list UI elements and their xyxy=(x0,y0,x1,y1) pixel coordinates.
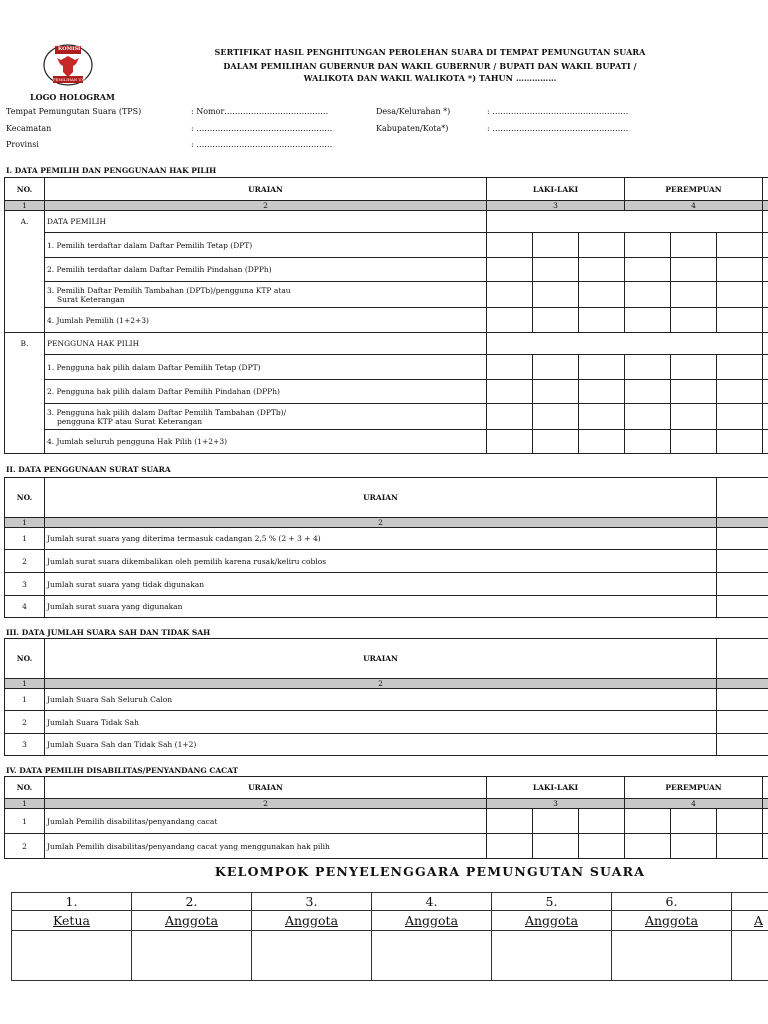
entry-cell[interactable] xyxy=(671,308,717,333)
row-no: 1 xyxy=(5,528,45,550)
row-label xyxy=(45,404,487,430)
entry-cell[interactable] xyxy=(671,282,717,308)
signature-cell[interactable] xyxy=(732,931,768,981)
col-uraian-header: URAIAN xyxy=(45,639,717,679)
entry-cell[interactable] xyxy=(625,355,671,380)
row-label: 2. Pengguna hak pilih dalam Daftar Pemilih Pindahan (DPPh) xyxy=(45,380,487,404)
entry-cell[interactable] xyxy=(717,734,768,756)
entry-cell[interactable] xyxy=(763,258,768,282)
index-cell: 3 xyxy=(487,201,625,211)
entry-cell[interactable] xyxy=(717,689,768,711)
logo-top-text: KOMISI xyxy=(58,46,81,52)
entry-cell[interactable] xyxy=(579,355,625,380)
entry-cell[interactable] xyxy=(717,308,763,333)
entry-cell[interactable] xyxy=(763,834,768,859)
kecamatan-label: Kecamatan xyxy=(6,124,52,133)
row-no: 2 xyxy=(5,550,45,573)
tps-label: Tempat Pemungutan Suara (TPS) xyxy=(6,107,142,116)
entry-cell[interactable] xyxy=(763,233,768,258)
col-no-header: NO. xyxy=(5,178,45,201)
row-label-line1: 3. Pemilih Daftar Pemilih Tambahan (DPTb)/pengguna KTP atau xyxy=(47,285,291,295)
row-label: Jumlah surat suara yang digunakan xyxy=(45,596,717,618)
entry-cell[interactable] xyxy=(763,282,768,308)
section3-title: III. DATA JUMLAH SUARA SAH DAN TIDAK SAH xyxy=(6,628,211,637)
table-row xyxy=(5,689,768,711)
member-number: 6. xyxy=(612,893,732,911)
logo-hologram-label: LOGO HOLOGRAM xyxy=(30,92,115,102)
col-perempuan-header: PEREMPUAN xyxy=(625,777,763,799)
row-label: Jumlah surat suara yang diterima termasuk cadangan 2,5 % (2 + 3 + 4) xyxy=(45,528,717,550)
index-cell: 2 xyxy=(45,201,487,211)
document-title-line3: WALIKOTA DAN WAKIL WALIKOTA *) TAHUN …………… xyxy=(303,73,557,83)
member-role: Anggota xyxy=(612,911,732,931)
entry-cell[interactable] xyxy=(533,430,579,454)
provinsi-field[interactable]: : …………………………………………… xyxy=(191,140,333,149)
table-row xyxy=(5,809,768,834)
entry-cell[interactable] xyxy=(579,282,625,308)
section3-table xyxy=(4,638,768,756)
index-cell: 4 xyxy=(625,201,763,211)
entry-cell[interactable] xyxy=(579,380,625,404)
entry-cell[interactable] xyxy=(671,258,717,282)
row-label: 1. Pemilih terdaftar dalam Daftar Pemilih Tetap (DPT) xyxy=(45,233,487,258)
table-row xyxy=(5,380,768,404)
logo-bottom-text: PEMILIHAN UMUM xyxy=(53,77,93,82)
entry-cell[interactable] xyxy=(671,834,717,859)
col-no-header: NO. xyxy=(5,639,45,679)
entry-cell[interactable] xyxy=(717,258,763,282)
entry-cell[interactable] xyxy=(671,809,717,834)
table-row xyxy=(5,308,768,333)
row-no: 1 xyxy=(5,809,45,834)
entry-cell[interactable] xyxy=(717,282,763,308)
index-cell: 1 xyxy=(5,679,45,689)
entry-cell[interactable] xyxy=(487,380,533,404)
index-cell: 2 xyxy=(45,799,487,809)
table-row xyxy=(5,233,768,258)
member-role: Anggota xyxy=(492,911,612,931)
entry-cell[interactable] xyxy=(625,258,671,282)
entry-cell[interactable] xyxy=(625,233,671,258)
table-row xyxy=(5,734,768,756)
entry-cell[interactable] xyxy=(763,404,768,430)
signature-cell[interactable] xyxy=(132,931,252,981)
table-row xyxy=(5,430,768,454)
row-no: 2 xyxy=(5,834,45,859)
section4-table xyxy=(4,776,768,859)
member-role: Anggota xyxy=(132,911,252,931)
entry-cell[interactable] xyxy=(717,809,763,834)
index-cell: 1 xyxy=(5,799,45,809)
entry-cell[interactable] xyxy=(625,380,671,404)
entry-cell[interactable] xyxy=(579,809,625,834)
row-no: 3 xyxy=(5,573,45,596)
table-row xyxy=(5,355,768,380)
section1-title: I. DATA PEMILIH DAN PENGGUNAAN HAK PILIH xyxy=(6,166,217,175)
kabupaten-field[interactable]: : …………………………………………… xyxy=(487,124,629,133)
tps-field[interactable]: : Nomor………………………………… xyxy=(191,107,329,116)
row-label: 4. Jumlah seluruh pengguna Hak Pilih (1+2+3) xyxy=(45,430,487,454)
col-perempuan-header: PEREMPUAN xyxy=(625,178,763,201)
entry-cell[interactable] xyxy=(625,308,671,333)
table-row xyxy=(5,528,768,550)
entry-cell[interactable] xyxy=(625,282,671,308)
row-label: Jumlah surat suara dikembalikan oleh pemilih karena rusak/keliru coblos xyxy=(45,550,717,573)
col-uraian-header: URAIAN xyxy=(45,777,487,799)
kelompok-table xyxy=(11,892,768,981)
col-laki-header: LAKI-LAKI xyxy=(487,178,625,201)
col-no-header: NO. xyxy=(5,478,45,518)
table-row xyxy=(5,550,768,573)
entry-cell[interactable] xyxy=(717,355,763,380)
section2-table xyxy=(4,477,768,618)
member-number: 2. xyxy=(132,893,252,911)
entry-cell[interactable] xyxy=(717,573,768,596)
entry-cell[interactable] xyxy=(487,258,533,282)
entry-cell[interactable] xyxy=(487,404,533,430)
entry-cell[interactable] xyxy=(487,233,533,258)
table-row xyxy=(5,404,768,430)
row-no: 2 xyxy=(5,711,45,734)
entry-cell[interactable] xyxy=(487,355,533,380)
section4-title: IV. DATA PEMILIH DISABILITAS/PENYANDANG CACAT xyxy=(6,766,239,775)
entry-cell[interactable] xyxy=(533,258,579,282)
col-laki-header: LAKI-LAKI xyxy=(487,777,625,799)
member-number: 5. xyxy=(492,893,612,911)
entry-cell[interactable] xyxy=(533,380,579,404)
entry-cell[interactable] xyxy=(487,809,533,834)
entry-cell[interactable] xyxy=(579,834,625,859)
entry-cell[interactable] xyxy=(717,380,763,404)
table-row xyxy=(5,258,768,282)
index-cell: 1 xyxy=(5,518,45,528)
row-label: Jumlah surat suara yang tidak digunakan xyxy=(45,573,717,596)
signature-cell[interactable] xyxy=(492,931,612,981)
signature-cell[interactable] xyxy=(612,931,732,981)
index-cell: 3 xyxy=(487,799,625,809)
col-no-header: NO. xyxy=(5,777,45,799)
row-label-line1: 3. Pengguna hak pilih dalam Daftar Pemilih Tambahan (DPTb)/ xyxy=(47,407,287,417)
index-cell: 1 xyxy=(5,201,45,211)
entry-cell[interactable] xyxy=(625,430,671,454)
entry-cell[interactable] xyxy=(763,308,768,333)
section2-title: II. DATA PENGGUNAAN SURAT SUARA xyxy=(6,465,171,474)
group-a-label: DATA PEMILIH xyxy=(45,211,487,233)
kpu-logo xyxy=(43,44,93,86)
signature-cell[interactable] xyxy=(252,931,372,981)
entry-cell[interactable] xyxy=(533,308,579,333)
entry-cell[interactable] xyxy=(533,809,579,834)
row-label: Jumlah Suara Sah Seluruh Calon xyxy=(45,689,717,711)
row-label: 4. Jumlah Pemilih (1+2+3) xyxy=(45,308,487,333)
entry-cell[interactable] xyxy=(671,404,717,430)
row-no: 1 xyxy=(5,689,45,711)
entry-cell[interactable] xyxy=(717,711,768,734)
index-cell: 2 xyxy=(45,518,717,528)
kecamatan-field[interactable]: : …………………………………………… xyxy=(191,124,333,133)
member-role: Anggota xyxy=(372,911,492,931)
group-b-label: PENGGUNA HAK PILIH xyxy=(45,333,487,355)
member-role: A xyxy=(732,911,768,931)
index-cell: 2 xyxy=(45,679,717,689)
group-a-no: A. xyxy=(5,211,45,333)
entry-cell[interactable] xyxy=(717,430,763,454)
table-row xyxy=(5,596,768,618)
kabupaten-label: Kabupaten/Kota*) xyxy=(376,124,449,133)
member-number: 3. xyxy=(252,893,372,911)
entry-cell[interactable] xyxy=(717,404,763,430)
member-number: 4. xyxy=(372,893,492,911)
entry-cell[interactable] xyxy=(671,430,717,454)
entry-cell[interactable] xyxy=(579,430,625,454)
row-label: 1. Pengguna hak pilih dalam Daftar Pemilih Tetap (DPT) xyxy=(45,355,487,380)
entry-cell[interactable] xyxy=(579,258,625,282)
row-label xyxy=(45,282,487,308)
kelompok-title: KELOMPOK PENYELENGGARA PEMUNGUTAN SUARA xyxy=(214,864,646,879)
entry-cell[interactable] xyxy=(579,308,625,333)
document-title-line1: SERTIFIKAT HASIL PENGHITUNGAN PEROLEHAN SUARA DI TEMPAT PEMUNGUTAN SUARA xyxy=(214,47,646,57)
entry-cell[interactable] xyxy=(717,233,763,258)
entry-cell[interactable] xyxy=(625,834,671,859)
entry-cell[interactable] xyxy=(671,380,717,404)
entry-cell[interactable] xyxy=(487,308,533,333)
row-label: Jumlah Suara Sah dan Tidak Sah (1+2) xyxy=(45,734,717,756)
entry-cell[interactable] xyxy=(533,404,579,430)
row-label-line2: Surat Keterangan xyxy=(57,294,125,304)
member-role: Ketua xyxy=(12,911,132,931)
member-number xyxy=(732,893,768,911)
entry-cell[interactable] xyxy=(533,233,579,258)
entry-cell[interactable] xyxy=(579,404,625,430)
entry-cell[interactable] xyxy=(717,528,768,550)
entry-cell[interactable] xyxy=(717,596,768,618)
document-title-line2: DALAM PEMILIHAN GUBERNUR DAN WAKIL GUBERNUR / BUPATI DAN WAKIL BUPATI / xyxy=(223,61,637,71)
col-uraian-header: URAIAN xyxy=(45,178,487,201)
row-no: 4 xyxy=(5,596,45,618)
signature-cell[interactable] xyxy=(12,931,132,981)
entry-cell[interactable] xyxy=(487,282,533,308)
entry-cell[interactable] xyxy=(533,834,579,859)
table-row xyxy=(5,573,768,596)
member-number: 1. xyxy=(12,893,132,911)
group-b-no: B. xyxy=(5,333,45,454)
entry-cell[interactable] xyxy=(763,380,768,404)
entry-cell[interactable] xyxy=(763,430,768,454)
entry-cell[interactable] xyxy=(671,233,717,258)
table-row xyxy=(5,282,768,308)
desa-field[interactable]: : …………………………………………… xyxy=(487,107,629,116)
provinsi-label: Provinsi xyxy=(6,140,39,149)
table-row xyxy=(5,711,768,734)
entry-cell[interactable] xyxy=(717,834,763,859)
entry-cell[interactable] xyxy=(533,282,579,308)
entry-cell[interactable] xyxy=(487,834,533,859)
row-label-line2: pengguna KTP atau Surat Keterangan xyxy=(57,416,203,426)
index-cell: 4 xyxy=(625,799,763,809)
entry-cell[interactable] xyxy=(625,404,671,430)
col-uraian-header: URAIAN xyxy=(45,478,717,518)
row-no: 3 xyxy=(5,734,45,756)
desa-label: Desa/Kelurahan *) xyxy=(376,107,451,116)
signature-cell[interactable] xyxy=(372,931,492,981)
entry-cell[interactable] xyxy=(717,550,768,573)
row-label: Jumlah Pemilih disabilitas/penyandang cacat xyxy=(45,809,487,834)
row-label: Jumlah Pemilih disabilitas/penyandang cacat yang menggunakan hak pilih xyxy=(45,834,487,859)
table-row xyxy=(5,834,768,859)
entry-cell[interactable] xyxy=(625,809,671,834)
row-label: 2. Pemilih terdaftar dalam Daftar Pemilih Pindahan (DPPh) xyxy=(45,258,487,282)
member-role: Anggota xyxy=(252,911,372,931)
entry-cell[interactable] xyxy=(579,233,625,258)
entry-cell[interactable] xyxy=(487,430,533,454)
entry-cell[interactable] xyxy=(763,355,768,380)
entry-cell[interactable] xyxy=(671,355,717,380)
row-label: Jumlah Suara Tidak Sah xyxy=(45,711,717,734)
entry-cell[interactable] xyxy=(763,809,768,834)
section1-table xyxy=(4,177,768,454)
entry-cell[interactable] xyxy=(533,355,579,380)
